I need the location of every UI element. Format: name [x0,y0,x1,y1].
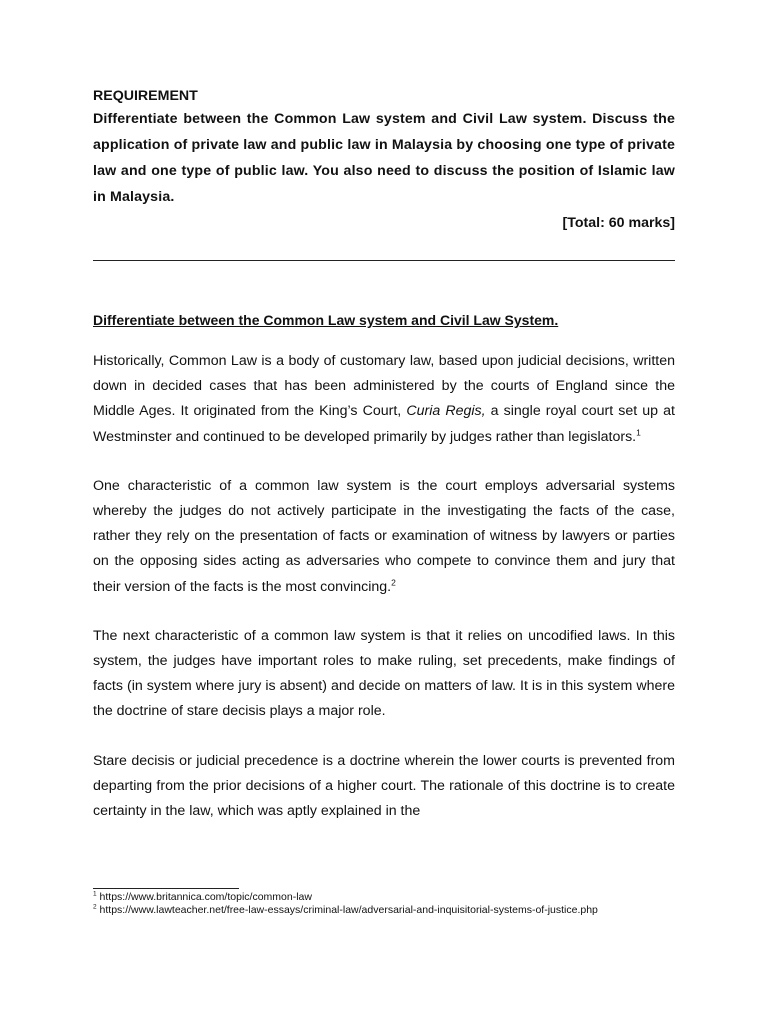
footnote-2-number: 2 [93,903,97,911]
requirement-heading: REQUIREMENT [93,88,198,104]
paragraph-1 [93,349,675,450]
footnote-ref-1[interactable]: 1 [636,426,641,437]
section-title: Differentiate between the Common Law system and Civil Law System. [93,312,559,328]
paragraph-3: The next characteristic of a common law system is that it relies on uncodified laws. In this system, the judges have important roles to make ruling, set precedents, make findings of facts (in system where jury is absent) and decide on matters of law. It is in this system where the doctrine of stare decisis plays a major role. [93,627,675,720]
paragraph-1-italic: Curia Regis, [406,403,486,420]
document-page [93,86,675,824]
paragraph-2 [93,474,675,600]
footnote-1-number: 1 [93,890,97,898]
footnote-1-link[interactable]: https://www.britannica.com/topic/common-law [96,891,312,903]
footnotes [93,888,675,917]
horizontal-divider [93,260,675,261]
paragraph-4: Stare decisis or judicial precedence is a doctrine wherein the lower courts is prevented from departing from the prior decisions of a higher court. The rationale of this doctrine is to create certainty in the law, which was aptly explained in the [93,752,675,820]
paragraph-2-text: One characteristic of a common law system is the court employs adversarial systems whereby the judges do not actively participate in the investigating the facts of the case, rather they rely on the presentation of facts or examination of witness by lawyers or parties on the opposing sides acting as adversaries who compete to convince them and jury that their version of the facts is the most convincing. [93,477,675,595]
paragraph-1-text-b: a single royal court set up at Westminster and continued to be developed primarily by judges rather than legislators. [93,403,675,445]
footnote-divider [93,888,239,889]
paragraph-1-text-a: Historically, Common Law is a body of customary law, based upon judicial decisions, written down in decided cases that has been administered by the courts of England since the Middle Ages. It originated from the King’s Court, [93,353,675,420]
footnote-2-link[interactable]: https://www.lawteacher.net/free-law-essays/criminal-law/adversarial-and-inquisitorial-systems-of-justice.php [96,904,598,916]
footnote-2 [93,904,675,917]
footnote-1 [93,891,675,904]
total-marks: [Total: 60 marks] [562,215,675,231]
requirement-text: Differentiate between the Common Law system and Civil Law system. Discuss the application of private law and public law in Malaysia by choosing one type of private law and one type of public law. You also need to discuss the position of Islamic law in Malaysia. [93,111,675,205]
footnote-ref-2[interactable]: 2 [391,576,396,587]
